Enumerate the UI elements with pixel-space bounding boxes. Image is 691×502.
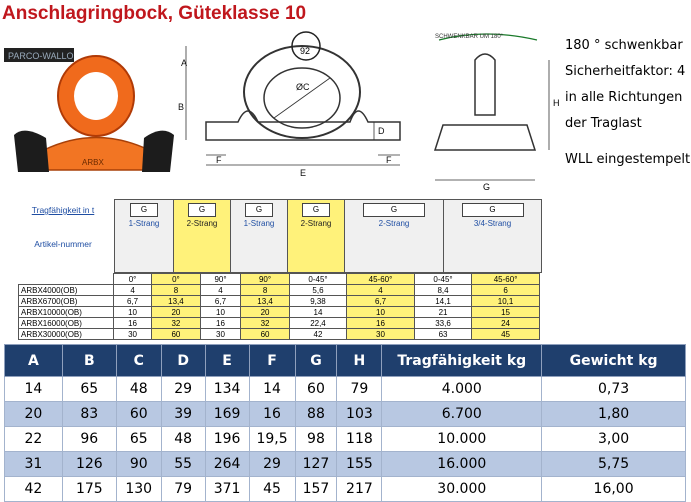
cell: 30.000 — [382, 477, 542, 502]
header-g: G — [295, 345, 337, 377]
cell: 371 — [205, 477, 249, 502]
cell: 10.000 — [382, 427, 542, 452]
load-cell: 30 — [114, 329, 152, 340]
header-col-1: G 1-Strang — [114, 199, 174, 273]
load-cell: 16 — [114, 318, 152, 329]
cell: 79 — [161, 477, 205, 502]
article-number: ARBX30000(OB) — [19, 329, 114, 340]
cell: 6.700 — [382, 402, 542, 427]
label-tragfaehigkeit: Tragfähigkeit in t — [31, 205, 95, 215]
cell: 127 — [295, 452, 337, 477]
cell: 96 — [62, 427, 116, 452]
cell: 1,80 — [542, 402, 686, 427]
left-bracket — [14, 131, 49, 172]
header-b: B — [62, 345, 116, 377]
dim-label-f-left: F — [216, 155, 222, 165]
cell: 20 — [5, 402, 63, 427]
cell: 39 — [161, 402, 205, 427]
table-row — [5, 452, 686, 477]
brand-label: PARCO-WALLO — [8, 51, 74, 61]
load-cell: 4 — [347, 285, 415, 296]
load-cell: 32 — [241, 318, 290, 329]
dimensions-table — [4, 344, 686, 502]
load-row — [19, 296, 540, 307]
load-cell: 8 — [152, 285, 201, 296]
page-title: Anschlagringbock, Güteklasse 10 — [2, 3, 307, 24]
load-cell: 45 — [472, 329, 540, 340]
cell: 65 — [116, 427, 161, 452]
dim-label-g: G — [483, 182, 491, 192]
cell: 45 — [249, 477, 295, 502]
load-cell: 10 — [347, 307, 415, 318]
cell: 264 — [205, 452, 249, 477]
cell: 217 — [337, 477, 382, 502]
cell: 16,00 — [542, 477, 686, 502]
dim-label-f-right: F — [386, 155, 392, 165]
load-cell: 42 — [289, 329, 346, 340]
strang-label: 1-Strang — [128, 219, 160, 228]
cell: 5,75 — [542, 452, 686, 477]
load-cell: 60 — [241, 329, 290, 340]
cell: 60 — [116, 402, 161, 427]
header-col-2: G 2-Strang — [173, 199, 231, 273]
cell: 103 — [337, 402, 382, 427]
load-row — [19, 285, 540, 296]
angle-cell: 90° — [241, 274, 290, 285]
load-cell: 21 — [414, 307, 471, 318]
note-wll: WLL eingestempelt — [565, 152, 691, 167]
angle-row — [19, 274, 540, 285]
header-col-4: G 2-Strang — [287, 199, 345, 273]
load-capacity-table — [18, 197, 540, 344]
angle-cell: 0° — [114, 274, 152, 285]
cell: 118 — [337, 427, 382, 452]
side-notes — [565, 38, 691, 178]
load-cell: 32 — [152, 318, 201, 329]
header-col-5-6: G 2-Strang — [344, 199, 444, 273]
strang-label: 1-Strang — [243, 219, 275, 228]
cell: 83 — [62, 402, 116, 427]
header-c: C — [116, 345, 161, 377]
load-cell: 14 — [289, 307, 346, 318]
header-col-7-8: G 3/4-Strang — [443, 199, 542, 273]
strang-label: 3/4-Strang — [473, 219, 512, 228]
strang-label: 2-Strang — [300, 219, 332, 228]
cell: 4.000 — [382, 377, 542, 402]
load-cell: 14,1 — [414, 296, 471, 307]
load-cell: 24 — [472, 318, 540, 329]
load-cell: 6 — [472, 285, 540, 296]
cell: 29 — [249, 452, 295, 477]
strang-label: 2-Strang — [186, 219, 218, 228]
load-cell: 20 — [241, 307, 290, 318]
load-cell: 9,38 — [289, 296, 346, 307]
load-cell: 15 — [472, 307, 540, 318]
cell: 65 — [62, 377, 116, 402]
cell: 29 — [161, 377, 205, 402]
cell: 3,00 — [542, 427, 686, 452]
cell: 134 — [205, 377, 249, 402]
load-cell: 13,4 — [152, 296, 201, 307]
label-artikelnummer: Artikel-nummer — [34, 239, 92, 249]
ring-marking: ARBX — [82, 158, 104, 167]
header-tragfaehigkeit: Tragfähigkeit kg — [382, 345, 542, 377]
article-number: ARBX6700(OB) — [19, 296, 114, 307]
load-cell: 10 — [200, 307, 240, 318]
load-cell: 10 — [114, 307, 152, 318]
angle-cell: 0-45° — [414, 274, 471, 285]
table-row — [5, 427, 686, 452]
load-cell: 6,7 — [347, 296, 415, 307]
dim-label-h: H — [553, 98, 560, 108]
header-a: A — [5, 345, 63, 377]
header-e: E — [205, 345, 249, 377]
cell: 155 — [337, 452, 382, 477]
product-photo — [4, 30, 176, 205]
cell: 22 — [5, 427, 63, 452]
dim-label-b: B — [178, 102, 185, 112]
dim-label-d: D — [378, 126, 385, 136]
angle-cell: 0° — [152, 274, 201, 285]
cell: 98 — [295, 427, 337, 452]
load-row — [19, 307, 540, 318]
cell: 157 — [295, 477, 337, 502]
cell: 19,5 — [249, 427, 295, 452]
angle-cell: 45-60° — [347, 274, 415, 285]
header-row — [5, 345, 686, 377]
load-cell: 4 — [114, 285, 152, 296]
load-cell: 22,4 — [289, 318, 346, 329]
swivel-caption: SCHWENKBAR UM 180° — [435, 34, 504, 40]
header-h: H — [337, 345, 382, 377]
load-cell: 16 — [347, 318, 415, 329]
dim-label-a: A — [181, 58, 188, 68]
load-cell: 30 — [200, 329, 240, 340]
cell: 169 — [205, 402, 249, 427]
article-number: ARBX16000(OB) — [19, 318, 114, 329]
load-cell: 16 — [200, 318, 240, 329]
angle-cell: 0-45° — [289, 274, 346, 285]
note-swivel: 180 ° schwenkbar — [565, 38, 683, 53]
cell: 79 — [337, 377, 382, 402]
angle-cell: 90° — [200, 274, 240, 285]
cell: 16 — [249, 402, 295, 427]
article-number: ARBX4000(OB) — [19, 285, 114, 296]
cell: 60 — [295, 377, 337, 402]
header-f: F — [249, 345, 295, 377]
cell: 0,73 — [542, 377, 686, 402]
front-view-drawing — [178, 30, 420, 195]
strang-label: 2-Strang — [378, 219, 410, 228]
stamp-text: 92 — [300, 46, 311, 56]
load-cell: 10,1 — [472, 296, 540, 307]
load-cell: 4 — [200, 285, 240, 296]
cell: 196 — [205, 427, 249, 452]
cell: 42 — [5, 477, 63, 502]
load-values-table — [18, 273, 540, 340]
angle-cell: 45-60° — [472, 274, 540, 285]
load-cell: 6,7 — [200, 296, 240, 307]
load-cell: 33,6 — [414, 318, 471, 329]
cell: 14 — [249, 377, 295, 402]
dim-label-e: E — [300, 168, 307, 178]
header-col-3: G 1-Strang — [230, 199, 288, 273]
cell: 88 — [295, 402, 337, 427]
table-row — [5, 402, 686, 427]
header-gewicht: Gewicht kg — [542, 345, 686, 377]
cell: 90 — [116, 452, 161, 477]
table-row — [5, 377, 686, 402]
load-cell: 5,6 — [289, 285, 346, 296]
cell: 55 — [161, 452, 205, 477]
load-row — [19, 318, 540, 329]
article-number: ARBX10000(OB) — [19, 307, 114, 318]
note-load: der Traglast — [565, 116, 642, 131]
cell: 48 — [116, 377, 161, 402]
load-cell: 63 — [414, 329, 471, 340]
note-safety-factor: Sicherheitfaktor: 4 — [565, 64, 686, 79]
load-cell: 13,4 — [241, 296, 290, 307]
right-bracket — [142, 131, 174, 172]
load-row — [19, 329, 540, 340]
load-cell: 30 — [347, 329, 415, 340]
side-view-drawing — [425, 30, 565, 195]
cell: 16.000 — [382, 452, 542, 477]
dim-label-c: ØC — [296, 82, 310, 92]
load-cell: 6,7 — [114, 296, 152, 307]
cell: 130 — [116, 477, 161, 502]
cell: 14 — [5, 377, 63, 402]
table-row — [5, 477, 686, 502]
load-cell: 8,4 — [414, 285, 471, 296]
cell: 175 — [62, 477, 116, 502]
load-cell: 20 — [152, 307, 201, 318]
cell: 126 — [62, 452, 116, 477]
cell: 48 — [161, 427, 205, 452]
cell: 31 — [5, 452, 63, 477]
header-d: D — [161, 345, 205, 377]
load-cell: 60 — [152, 329, 201, 340]
load-cell: 8 — [241, 285, 290, 296]
note-all-directions: in alle Richtungen — [565, 90, 683, 105]
